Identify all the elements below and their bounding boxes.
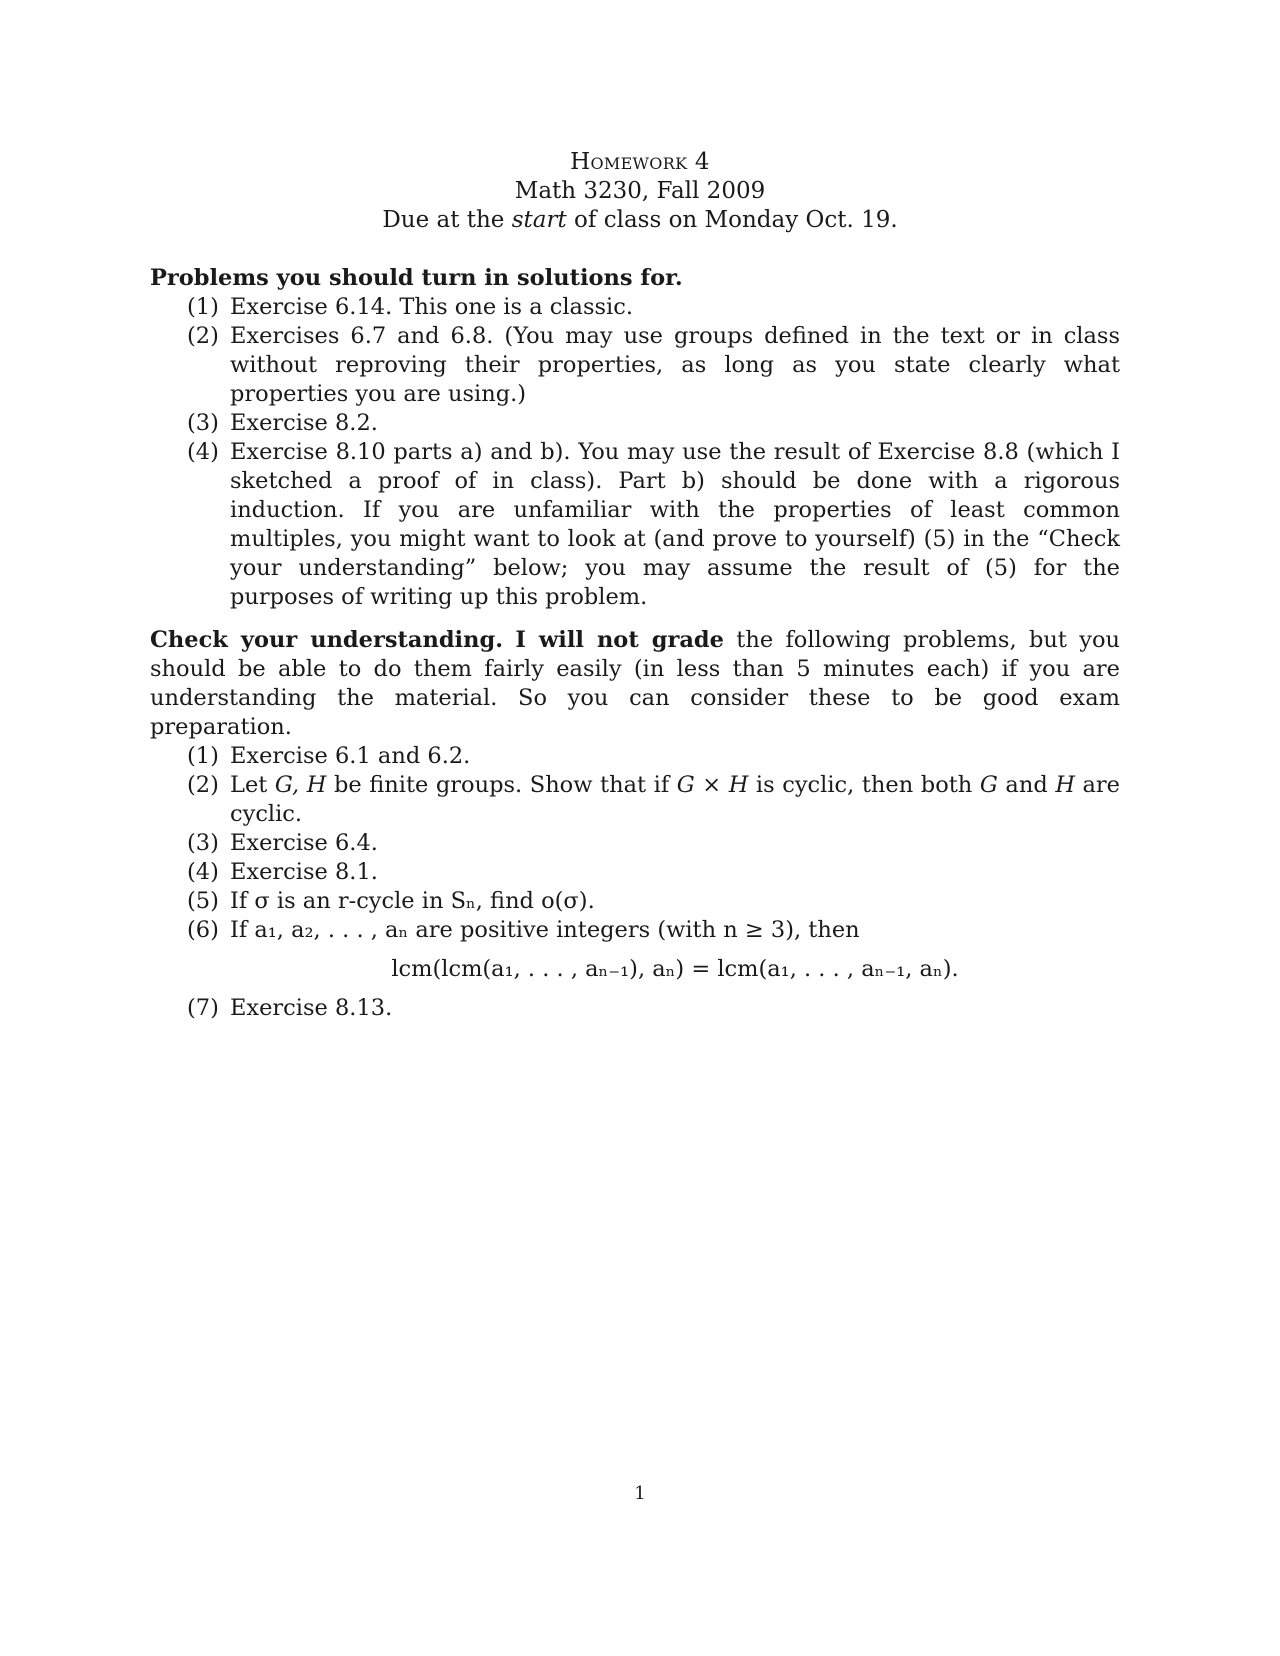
item-text-mid: is cyclic, then both [748, 772, 980, 798]
item-text: Exercise 8.13. [230, 995, 393, 1021]
item-text: Exercise 8.10 parts a) and b). You may use the result of Exercise 8.8 (which I sketched a proof of in class). Part b) should be done with a rigorous induction. If you are unfamiliar with the properties of least common multiples, you might want to look at (and prove to yourself) (5) in the “Check your understanding” below; you may assume the result of (5) for the purposes of writing up this problem. [230, 439, 1120, 610]
item-text: If σ is an r-cycle in Sₙ, find o(σ). [230, 888, 595, 914]
page-number: 1 [634, 1483, 646, 1504]
item-number: (6) [187, 917, 219, 943]
item-text: Exercise 6.1 and 6.2. [230, 743, 471, 769]
item-text-prefix: Let [230, 772, 275, 798]
section-turn-in [150, 264, 1120, 612]
document-body [150, 264, 1120, 1023]
list-item [150, 771, 1120, 829]
item-number: (2) [187, 772, 219, 798]
document-title: Homework 4 [570, 149, 710, 175]
item-number: (3) [187, 410, 219, 436]
list-item [150, 916, 1120, 945]
list-item [150, 438, 1120, 612]
math-expression: G × H [676, 772, 749, 798]
item-number: (5) [187, 888, 219, 914]
item-number: (4) [187, 859, 219, 885]
item-text: Exercise 6.14. This one is a classic. [230, 294, 634, 320]
item-number: (3) [187, 830, 219, 856]
intro-bold: I will not grade [515, 627, 724, 653]
list-item [150, 322, 1120, 409]
math-expression: H [1055, 772, 1075, 798]
math-expression: G [979, 772, 998, 798]
list-item [150, 829, 1120, 858]
item-text-mid: and [997, 772, 1056, 798]
item-number: (1) [187, 743, 219, 769]
list-item [150, 994, 1120, 1023]
section-check-understanding [150, 626, 1120, 1023]
item-number: (2) [187, 323, 219, 349]
item-text: Exercises 6.7 and 6.8. (You may use groups defined in the text or in class without reproving their properties, as long as you state clearly what properties you are using.) [230, 323, 1120, 407]
list-item [150, 858, 1120, 887]
turn-in-list [150, 293, 1120, 612]
intro-rest: the following problems, but you should be able to do them fairly easily (in less than 5 minutes each) if you are understanding the material. So you can consider these to be good exam preparation. [150, 627, 1120, 740]
list-item [150, 293, 1120, 322]
due-emphasis: start [511, 207, 567, 233]
check-list [150, 742, 1120, 1023]
list-item [150, 742, 1120, 771]
math-expression: G, H [274, 772, 327, 798]
due-prefix: Due at the [382, 207, 512, 233]
item-text: Exercise 6.4. [230, 830, 378, 856]
item-number: (7) [187, 995, 219, 1021]
due-line [0, 206, 1280, 235]
list-item [150, 887, 1120, 916]
display-equation: lcm(lcm(a₁, . . . , aₙ₋₁), aₙ) = lcm(a₁, . . . , aₙ₋₁, aₙ). [391, 956, 959, 982]
section-heading-check: Check your understanding. [150, 627, 504, 653]
list-item [150, 409, 1120, 438]
item-text: If a₁, a₂, . . . , aₙ are positive integers (with n ≥ 3), then [230, 917, 860, 943]
section-heading-turn-in: Problems you should turn in solutions for. [150, 265, 683, 291]
item-text-mid: be finite groups. Show that if [326, 772, 677, 798]
document-header [0, 148, 1280, 235]
item-number: (1) [187, 294, 219, 320]
due-suffix: of class on Monday Oct. 19. [566, 207, 898, 233]
section-intro [150, 626, 1120, 742]
item-text-suffix: are cyclic. [230, 772, 1120, 827]
item-text: Exercise 8.2. [230, 410, 378, 436]
item-number: (4) [187, 439, 219, 465]
course-line: Math 3230, Fall 2009 [514, 178, 766, 204]
item-text: Exercise 8.1. [230, 859, 378, 885]
